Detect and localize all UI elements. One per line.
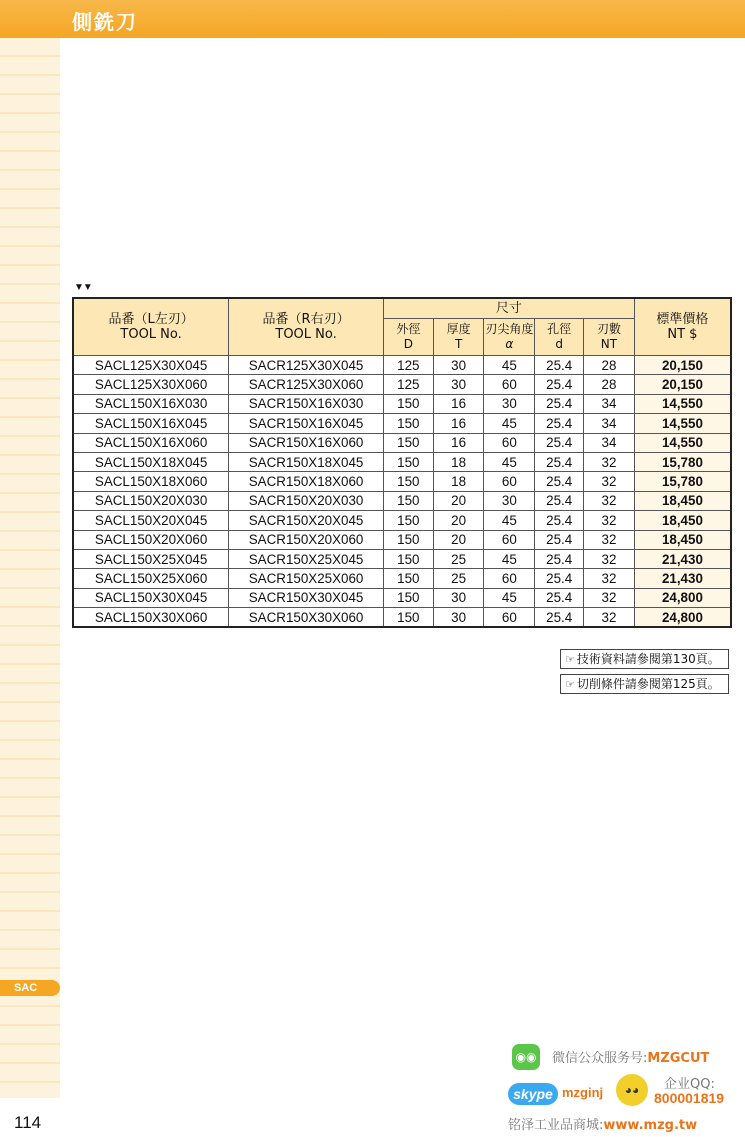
section-tab-label: SAC	[0, 980, 60, 996]
cell-tool-no-right: SACR150X16X045	[229, 414, 384, 433]
header-price-cn: 標準價格	[656, 312, 709, 327]
wechat-id: MZGCUT	[647, 1051, 710, 1066]
cell-tip-angle: 60	[484, 433, 535, 452]
cell-tool-no-right: SACR125X30X045	[229, 356, 384, 375]
cell-tip-angle: 60	[484, 530, 535, 549]
cell-outer-diameter: 150	[383, 569, 433, 588]
header-bore	[535, 318, 584, 355]
header-price-en: NT $	[667, 327, 698, 342]
cell-bore: 25.4	[535, 414, 584, 433]
cell-tool-no-left: SACL150X16X060	[73, 433, 229, 452]
cell-tool-no-left: SACL150X25X045	[73, 549, 229, 568]
cell-tool-no-right: SACR150X20X045	[229, 511, 384, 530]
table-marker: ▼▼	[74, 282, 92, 293]
cell-tool-no-right: SACR150X30X060	[229, 608, 384, 628]
pointing-hand-icon: ☞	[565, 678, 575, 691]
tech-reference-note	[560, 649, 729, 669]
cell-outer-diameter: 150	[383, 608, 433, 628]
cell-teeth: 32	[584, 608, 635, 628]
cell-thickness: 18	[433, 472, 484, 491]
qq-icon: ◕◕	[616, 1074, 648, 1106]
cell-teeth: 32	[584, 452, 635, 471]
header-tip-angle-sym: α	[505, 336, 514, 351]
cell-tip-angle: 45	[484, 356, 535, 375]
header-bore-cn: 孔徑	[547, 321, 572, 336]
cell-teeth: 28	[584, 375, 635, 394]
cell-outer-diameter: 150	[383, 414, 433, 433]
skype-icon: skype	[508, 1083, 558, 1105]
cell-tip-angle: 60	[484, 569, 535, 588]
cell-teeth: 32	[584, 588, 635, 607]
table-row	[73, 414, 731, 433]
table-row	[73, 394, 731, 413]
cell-bore: 25.4	[535, 433, 584, 452]
cell-outer-diameter: 150	[383, 394, 433, 413]
cell-tool-no-left: SACL150X18X045	[73, 452, 229, 471]
header-price	[634, 298, 731, 356]
cell-tool-no-right: SACR150X30X045	[229, 588, 384, 607]
cell-price: 18,450	[634, 511, 731, 530]
header-outer-diameter	[383, 318, 433, 355]
cell-teeth: 34	[584, 433, 635, 452]
cell-teeth: 32	[584, 569, 635, 588]
cell-tip-angle: 45	[484, 588, 535, 607]
cell-thickness: 20	[433, 511, 484, 530]
cell-tool-no-right: SACR150X25X060	[229, 569, 384, 588]
qq-label: 企业QQ:	[664, 1077, 715, 1092]
cell-tip-angle: 45	[484, 511, 535, 530]
cutting-reference-note	[560, 674, 729, 694]
header-right-cn: 品番（R右刃）	[262, 312, 350, 327]
cell-tip-angle: 45	[484, 452, 535, 471]
cell-tool-no-left: SACL125X30X060	[73, 375, 229, 394]
cell-tip-angle: 30	[484, 394, 535, 413]
cell-bore: 25.4	[535, 588, 584, 607]
cell-bore: 25.4	[535, 452, 584, 471]
cell-teeth: 28	[584, 356, 635, 375]
cell-teeth: 32	[584, 549, 635, 568]
table-row	[73, 569, 731, 588]
cell-bore: 25.4	[535, 472, 584, 491]
cell-outer-diameter: 150	[383, 588, 433, 607]
page-number: 114	[14, 1113, 42, 1132]
cell-price: 14,550	[634, 433, 731, 452]
cell-price: 24,800	[634, 588, 731, 607]
cell-price: 20,150	[634, 375, 731, 394]
header-thickness	[433, 318, 484, 355]
header-thickness-sym: T	[454, 336, 463, 351]
qq-number: 800001819	[654, 1090, 725, 1106]
table-row	[73, 356, 731, 375]
cell-price: 15,780	[634, 472, 731, 491]
table-row	[73, 608, 731, 628]
cell-bore: 25.4	[535, 356, 584, 375]
shop-watermark	[508, 1114, 697, 1133]
table-row	[73, 511, 731, 530]
cell-thickness: 20	[433, 530, 484, 549]
cell-outer-diameter: 150	[383, 530, 433, 549]
cell-tool-no-left: SACL150X25X060	[73, 569, 229, 588]
cell-bore: 25.4	[535, 569, 584, 588]
table-row	[73, 588, 731, 607]
table-row	[73, 433, 731, 452]
cell-tool-no-right: SACR150X25X045	[229, 549, 384, 568]
page-header	[0, 0, 745, 38]
cell-tip-angle: 30	[484, 491, 535, 510]
header-left-tool-no	[73, 298, 229, 356]
cell-price: 18,450	[634, 530, 731, 549]
cell-tip-angle: 60	[484, 608, 535, 628]
cell-teeth: 32	[584, 530, 635, 549]
cell-tool-no-left: SACL150X30X045	[73, 588, 229, 607]
cell-outer-diameter: 150	[383, 433, 433, 452]
header-teeth-cn: 刃數	[596, 321, 621, 336]
cell-tool-no-left: SACL150X20X030	[73, 491, 229, 510]
wechat-label: 微信公众服务号:	[552, 1051, 648, 1066]
cell-tool-no-left: SACL125X30X045	[73, 356, 229, 375]
cell-bore: 25.4	[535, 394, 584, 413]
cell-tool-no-left: SACL150X16X045	[73, 414, 229, 433]
cell-thickness: 18	[433, 452, 484, 471]
cell-tool-no-right: SACR125X30X060	[229, 375, 384, 394]
table-row	[73, 549, 731, 568]
cell-outer-diameter: 150	[383, 511, 433, 530]
cell-tool-no-left: SACL150X30X060	[73, 608, 229, 628]
table-row	[73, 472, 731, 491]
header-left-cn: 品番（L左刃）	[108, 312, 194, 327]
cell-thickness: 30	[433, 588, 484, 607]
header-tip-angle-cn: 刃尖角度	[485, 321, 534, 336]
cell-bore: 25.4	[535, 549, 584, 568]
cell-thickness: 25	[433, 569, 484, 588]
cell-outer-diameter: 150	[383, 549, 433, 568]
cell-price: 24,800	[634, 608, 731, 628]
header-dimensions: 尺寸	[383, 298, 634, 318]
cell-tip-angle: 60	[484, 472, 535, 491]
header-bore-sym: d	[555, 336, 563, 351]
shop-label: 铭泽工业品商城:	[508, 1118, 604, 1133]
header-right-tool-no	[229, 298, 384, 356]
header-teeth-sym: NT	[600, 336, 618, 351]
spec-table-body	[73, 356, 731, 628]
cell-thickness: 16	[433, 414, 484, 433]
cell-thickness: 30	[433, 608, 484, 628]
cell-tip-angle: 45	[484, 549, 535, 568]
cell-teeth: 34	[584, 414, 635, 433]
cell-price: 21,430	[634, 549, 731, 568]
cell-bore: 25.4	[535, 608, 584, 628]
tech-reference-text: 技術資料請參閱第130頁。	[576, 652, 720, 666]
cell-tool-no-left: SACL150X20X060	[73, 530, 229, 549]
cell-tool-no-right: SACR150X16X060	[229, 433, 384, 452]
header-left-en: TOOL No.	[120, 327, 182, 342]
cutting-reference-text: 切削條件請參閱第125頁。	[576, 677, 720, 691]
pointing-hand-icon: ☞	[565, 653, 575, 666]
cell-teeth: 32	[584, 511, 635, 530]
cell-teeth: 32	[584, 472, 635, 491]
cell-tool-no-left: SACL150X16X030	[73, 394, 229, 413]
wechat-watermark	[552, 1047, 709, 1066]
header-thickness-cn: 厚度	[446, 321, 471, 336]
cell-tool-no-right: SACR150X18X045	[229, 452, 384, 471]
header-teeth	[584, 318, 635, 355]
sidebar-stripe	[0, 38, 60, 1098]
cell-thickness: 25	[433, 549, 484, 568]
shop-url: www.mzg.tw	[603, 1118, 698, 1133]
cell-thickness: 30	[433, 375, 484, 394]
cell-bore: 25.4	[535, 511, 584, 530]
header-outer-diameter-cn: 外徑	[396, 321, 421, 336]
table-row	[73, 491, 731, 510]
cell-outer-diameter: 150	[383, 452, 433, 471]
cell-tool-no-left: SACL150X18X060	[73, 472, 229, 491]
cell-outer-diameter: 125	[383, 375, 433, 394]
cell-outer-diameter: 125	[383, 356, 433, 375]
cell-thickness: 16	[433, 433, 484, 452]
spec-table	[72, 297, 732, 628]
cell-price: 21,430	[634, 569, 731, 588]
cell-tip-angle: 60	[484, 375, 535, 394]
cell-tool-no-right: SACR150X20X060	[229, 530, 384, 549]
cell-price: 18,450	[634, 491, 731, 510]
cell-tip-angle: 45	[484, 414, 535, 433]
cell-price: 20,150	[634, 356, 731, 375]
table-row	[73, 530, 731, 549]
wechat-icon: ◉◉	[512, 1044, 540, 1070]
cell-thickness: 16	[433, 394, 484, 413]
cell-thickness: 20	[433, 491, 484, 510]
cell-bore: 25.4	[535, 375, 584, 394]
cell-price: 14,550	[634, 394, 731, 413]
cell-teeth: 32	[584, 491, 635, 510]
cell-tool-no-left: SACL150X20X045	[73, 511, 229, 530]
header-outer-diameter-sym: D	[403, 336, 413, 351]
page-title: 側銑刀	[72, 10, 138, 34]
cell-tool-no-right: SACR150X16X030	[229, 394, 384, 413]
table-row	[73, 375, 731, 394]
header-tip-angle	[484, 318, 535, 355]
skype-id: mzginj	[562, 1085, 604, 1100]
cell-bore: 25.4	[535, 491, 584, 510]
table-row	[73, 452, 731, 471]
cell-outer-diameter: 150	[383, 472, 433, 491]
cell-price: 15,780	[634, 452, 731, 471]
cell-price: 14,550	[634, 414, 731, 433]
cell-bore: 25.4	[535, 530, 584, 549]
cell-teeth: 34	[584, 394, 635, 413]
header-right-en: TOOL No.	[275, 327, 337, 342]
cell-outer-diameter: 150	[383, 491, 433, 510]
cell-tool-no-right: SACR150X18X060	[229, 472, 384, 491]
cell-thickness: 30	[433, 356, 484, 375]
cell-tool-no-right: SACR150X20X030	[229, 491, 384, 510]
